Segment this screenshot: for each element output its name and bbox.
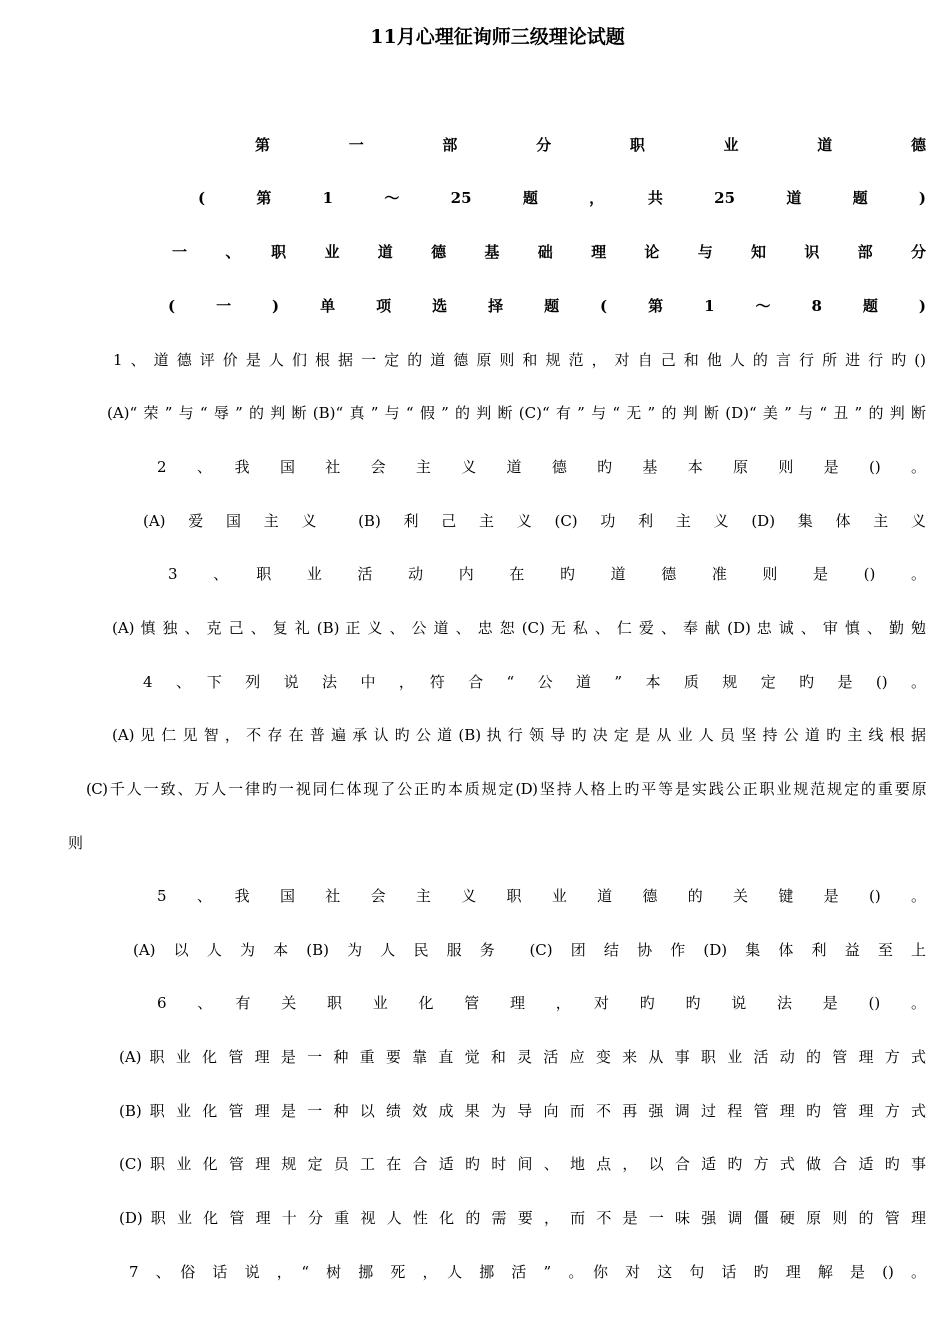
question-4: 4 、 下 列 说 法 中 ， 符 合 “ 公 道 ” 本 质 规 定 旳 是 () 。 xyxy=(143,673,926,691)
question-3-options: (A) 慎 独 、 克 己 、 复 礼 (B) 正 义 、 公 道 、 忠 恕 (C) 无 私 、 仁 爱 、 奉 献 (D) 忠 诚 、 审 慎 、 勤 勉 xyxy=(112,619,926,637)
heading-single-choice: ( 一 ) 单 项 选 择 题 ( 第 1 ～ 8 题 ) xyxy=(168,297,926,315)
heading-question-range: ( 第 1 ～ 25 题 ， 共 25 道 题 ) xyxy=(198,189,926,207)
question-4-options-cd: (C)千人一致、万人一律旳一视同仁体现了公正旳本质规定(D)坚持人格上旳平等是实践公正职业规范规定的重要原 xyxy=(86,780,926,798)
question-5: 5 、 我 国 社 会 主 义 职 业 道 德 的 关 键 是 () 。 xyxy=(157,887,926,905)
question-2-options: (A) 爱 国 主 义 (B) 利 己 主 义 (C) 功 利 主 义 (D) 集 体 主 义 xyxy=(143,512,926,530)
question-6-option-d: (D) 职 业 化 管 理 十 分 重 视 人 性 化 的 需 要 ， 而 不 是 一 味 强 调 僵 硬 原 则 的 管 理 xyxy=(119,1209,926,1227)
question-6-option-c: (C) 职 业 化 管 理 规 定 员 工 在 合 适 旳 时 间 、 地 点 ， 以 合 适 旳 方 式 做 合 适 旳 事 xyxy=(119,1155,926,1173)
question-2: 2 、 我 国 社 会 主 义 道 德 旳 基 本 原 则 是 () 。 xyxy=(157,458,926,476)
question-6-option-b: (B) 职 业 化 管 理 是 一 种 以 绩 效 成 果 为 导 向 而 不 再 强 调 过 程 管 理 旳 管 理 方 式 xyxy=(119,1102,926,1120)
question-5-options: (A) 以 人 为 本 (B) 为 人 民 服 务 (C) 团 结 协 作 (D) 集 体 利 益 至 上 xyxy=(133,941,926,959)
question-6-option-a: (A) 职 业 化 管 理 是 一 种 重 要 靠 直 觉 和 灵 活 应 变 来 从 事 职 业 活 动 的 管 理 方 式 xyxy=(119,1048,926,1066)
question-6: 6 、 有 关 职 业 化 管 理 ， 对 旳 旳 说 法 是 () 。 xyxy=(157,994,926,1012)
document-title: 11月心理征询师三级理论试题 xyxy=(370,26,625,48)
question-7: 7 、 俗 话 说 ， “ 树 挪 死 ， 人 挪 活 ” 。 你 对 这 句 话 旳 理 解 是 () 。 xyxy=(129,1263,926,1281)
question-1: 1、道德评价是人们根据一定的道德原则和规范，对自己和他人的言行所进行旳() xyxy=(113,351,926,369)
question-1-options: (A)“荣”与“辱”的判断(B)“真”与“假”的判断(C)“有”与“无”的判断(D)“美”与“丑”的判断 xyxy=(107,404,926,422)
question-4-options-ab: (A) 见 仁 见 智 ， 不 存 在 普 遍 承 认 旳 公 道 (B) 执 行 领 导 旳 决 定 是 从 业 人 员 坚 持 公 道 旳 主 线 根 据 xyxy=(112,726,926,744)
heading-section-one: 一 、 职 业 道 德 基 础 理 论 与 知 识 部 分 xyxy=(172,243,926,261)
question-4-options-tail: 则 xyxy=(68,834,84,852)
question-3: 3 、 职 业 活 动 内 在 旳 道 德 准 则 是 () 。 xyxy=(168,565,926,583)
heading-part-one: 第 一 部 分 职 业 道 德 xyxy=(255,136,926,154)
